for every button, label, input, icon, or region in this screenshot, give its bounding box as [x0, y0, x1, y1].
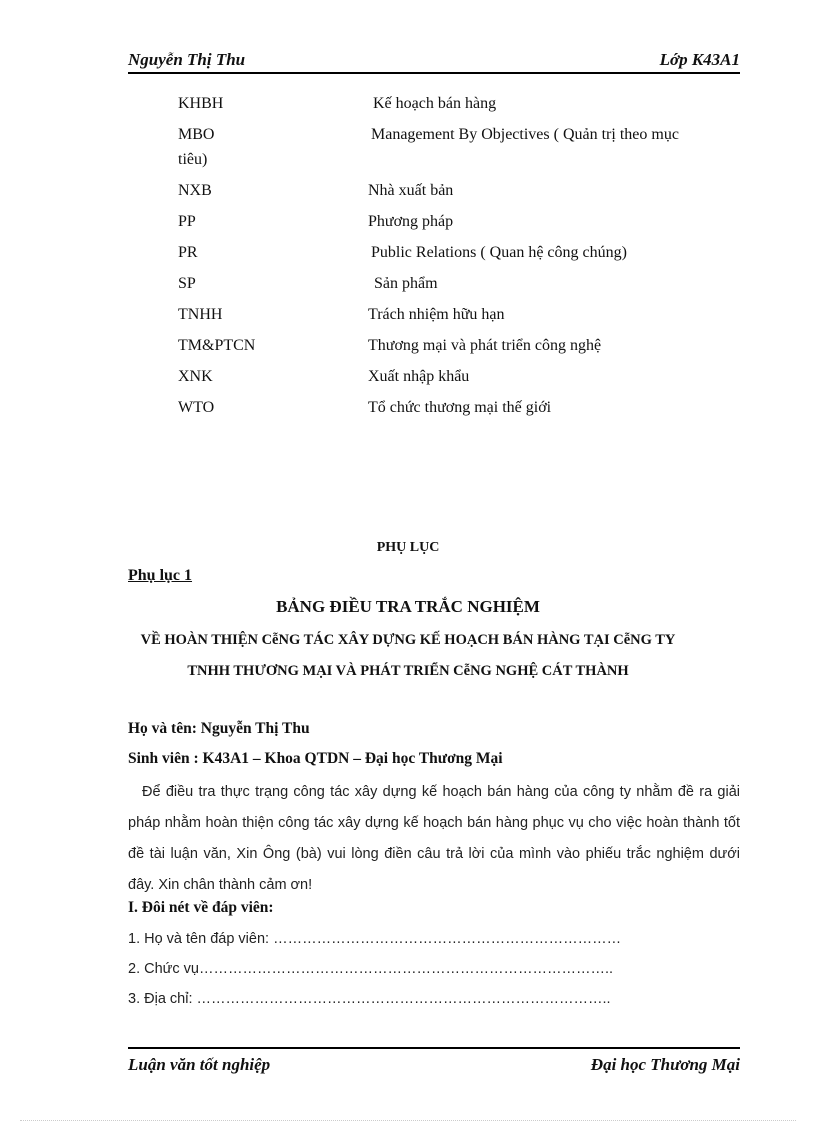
abbreviation-key: KHBH: [178, 95, 224, 112]
abbreviation-list: [178, 92, 738, 427]
abbreviation-row: [178, 303, 738, 334]
abbreviation-value: Xuất nhập khẩu: [368, 368, 470, 385]
abbreviation-value: Sản phẩm: [374, 275, 438, 292]
header-author: Nguyễn Thị Thu: [128, 50, 246, 69]
footer-university: Đại học Thương Mại: [590, 1055, 740, 1074]
page-bottom-divider: [20, 1120, 796, 1121]
respondent-name-field: 1. Họ và tên đáp viên: ………………………………………………………………: [128, 931, 622, 947]
abbreviation-value: Nhà xuất bản: [368, 182, 454, 199]
abbreviation-value: Thương mại và phát triển công nghệ: [368, 337, 602, 354]
page-footer: [128, 1047, 740, 1079]
footer-thesis-label: Luận văn tốt nghiệp: [128, 1055, 271, 1074]
abbreviation-row: [178, 396, 738, 427]
abbreviation-row: [178, 272, 738, 303]
abbreviation-row: [178, 92, 738, 123]
abbreviation-key: MBO: [178, 126, 215, 143]
abbreviation-row: [178, 334, 738, 365]
abbreviation-value: Management By Objectives ( Quản trị theo mục: [371, 126, 679, 143]
intro-paragraph: Để điều tra thực trạng công tác xây dựng kế hoạch bán hàng của công ty nhằm đề ra giải pháp nhằm hoàn thiện công tác xây dựng kế hoạch bán hàng phục vụ cho việc hoàn thành tốt đề tài luận văn, Xin Ông (bà) vui lòng điền câu trả lời của mình vào phiếu trắc nghiệm dưới đây. Xin chân thành cảm ơn!: [128, 784, 740, 893]
abbreviation-key: PP: [178, 213, 196, 230]
abbreviation-key: TM&PTCN: [178, 337, 256, 354]
abbreviation-key: TNHH: [178, 306, 223, 323]
abbreviation-key: PR: [178, 244, 198, 261]
abbreviation-value: Tổ chức thương mại thế giới: [368, 399, 552, 416]
abbreviation-row: [178, 179, 738, 210]
survey-subtitle: VỀ HOÀN THIỆN CễNG TÁC XÂY DỰNG KẾ HOẠCH BÁN HÀNG TẠI CễNG TY TNHH THƯƠNG MẠI VÀ PHÁT TRIỂN CễNG NGHỆ CÁT THÀNH: [140, 632, 676, 679]
abbreviation-row: [178, 241, 738, 272]
survey-title: BẢNG ĐIỀU TRA TRẮC NGHIỆM: [276, 597, 540, 616]
abbreviation-key: SP: [178, 275, 196, 292]
abbreviation-value: Phương pháp: [368, 213, 454, 230]
respondent-position-field: 2. Chức vụ…………………………………………………………………………..: [128, 961, 614, 977]
section-heading: I. Đôi nét về đáp viên:: [128, 899, 274, 916]
abbreviation-row: [178, 365, 738, 396]
appendix-heading: PHỤ LỤC: [376, 540, 440, 555]
abbreviation-row: [178, 210, 738, 241]
abbreviation-row: [178, 123, 738, 179]
abbreviation-key: XNK: [178, 368, 213, 385]
abbreviation-value-continued: tiêu): [178, 151, 208, 168]
abbreviation-key: NXB: [178, 182, 212, 199]
respondent-address-field: 3. Địa chỉ: …………………………………………………………………………..: [128, 991, 611, 1007]
abbreviation-value: Kế hoạch bán hàng: [373, 95, 497, 112]
abbreviation-value: Trách nhiệm hữu hạn: [368, 306, 505, 323]
header-class: Lớp K43A1: [659, 50, 740, 69]
author-name-line: Họ và tên: Nguyễn Thị Thu: [128, 720, 310, 737]
page-header: [128, 48, 740, 74]
student-info-line: Sinh viên : K43A1 – Khoa QTDN – Đại học Thương Mại: [128, 750, 503, 767]
abbreviation-key: WTO: [178, 399, 215, 416]
appendix-label: Phụ lục 1: [128, 567, 193, 584]
abbreviation-value: Public Relations ( Quan hệ công chúng): [371, 244, 627, 261]
